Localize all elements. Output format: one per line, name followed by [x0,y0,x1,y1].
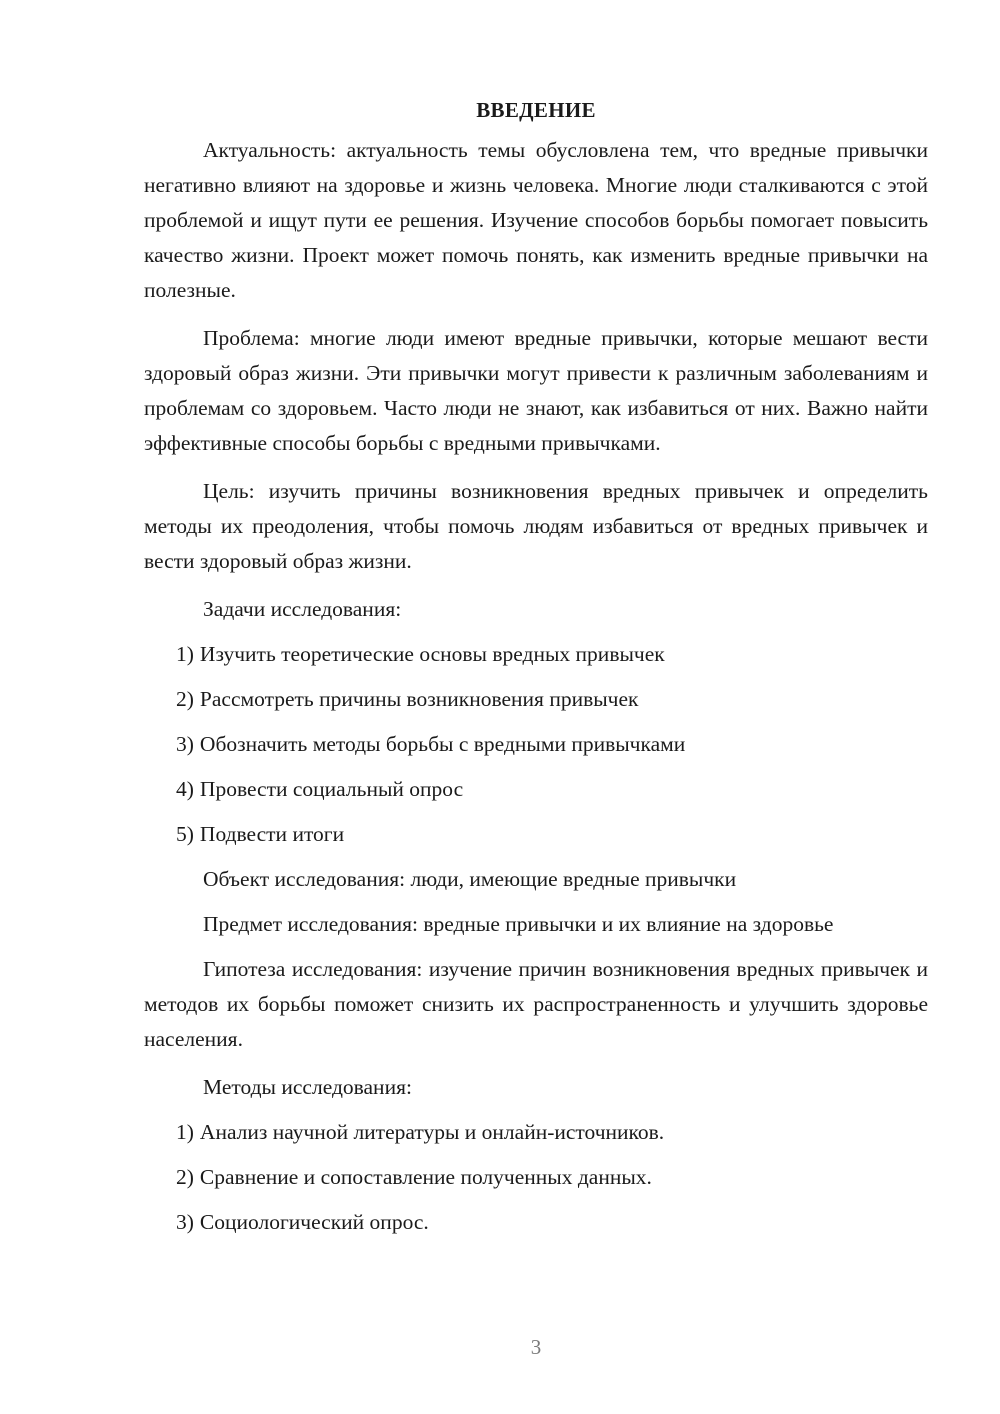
goal-paragraph: Цель: изучить причины возникновения вредных привычек и определить методы их преодоления, чтобы помочь людям избавиться от вредных привычек и вести здоровый образ жизни. [144,479,928,573]
list-item-text: Обозначить методы борьбы с вредными привычками [199,732,686,756]
list-item-number: 5) [176,822,194,846]
tasks-list [144,637,928,852]
research-subject: Предмет исследования: вредные привычки и их влияние на здоровье [203,912,834,936]
list-item-text: Подвести итоги [199,822,345,846]
list-item-number: 2) [176,687,194,711]
list-item [176,817,928,852]
list-item [176,1160,928,1195]
list-item-number: 1) [176,1120,194,1144]
list-item-text: Изучить теоретические основы вредных привычек [199,642,665,666]
list-item-text: Социологический опрос. [199,1210,429,1234]
list-item-text: Провести социальный опрос [199,777,464,801]
page-number: 3 [530,1335,542,1359]
list-item-number: 2) [176,1165,194,1189]
tasks-heading: Задачи исследования: [203,597,402,621]
methods-heading: Методы исследования: [203,1075,412,1099]
hypothesis-paragraph: Гипотеза исследования: изучение причин возникновения вредных привычек и методов их борьбы поможет снизить их распространенность и улучшить здоровье населения. [144,957,928,1051]
problem-paragraph: Проблема: многие люди имеют вредные привычки, которые мешают вести здоровый образ жизни. Эти привычки могут привести к различным заболеваниям и проблемам со здоровьем. Часто люди не знают, как избавиться от них. Важно найти эффективные способы борьбы с вредными привычками. [144,326,928,455]
list-item-number: 4) [176,777,194,801]
list-item-text: Рассмотреть причины возникновения привычек [199,687,639,711]
list-item-number: 3) [176,1210,194,1234]
page-content [144,95,928,1250]
list-item [176,727,928,762]
list-item [176,1205,928,1240]
page-title: ВВЕДЕНИЕ [476,98,596,122]
list-item-text: Анализ научной литературы и онлайн-источников. [199,1120,665,1144]
list-item-number: 3) [176,732,194,756]
research-object: Объект исследования: люди, имеющие вредные привычки [203,867,737,891]
list-item [176,682,928,717]
methods-list [144,1115,928,1240]
relevance-paragraph: Актуальность: актуальность темы обусловлена тем, что вредные привычки негативно влияют на здоровье и жизнь человека. Многие люди сталкиваются с этой проблемой и ищут пути ее решения. Изучение способов борьбы помогает повысить качество жизни. Проект может помочь понять, как изменить вредные привычки на полезные. [144,138,928,302]
list-item [176,772,928,807]
list-item-number: 1) [176,642,194,666]
list-item-text: Сравнение и сопоставление полученных данных. [199,1165,652,1189]
list-item [176,1115,928,1150]
list-item [176,637,928,672]
